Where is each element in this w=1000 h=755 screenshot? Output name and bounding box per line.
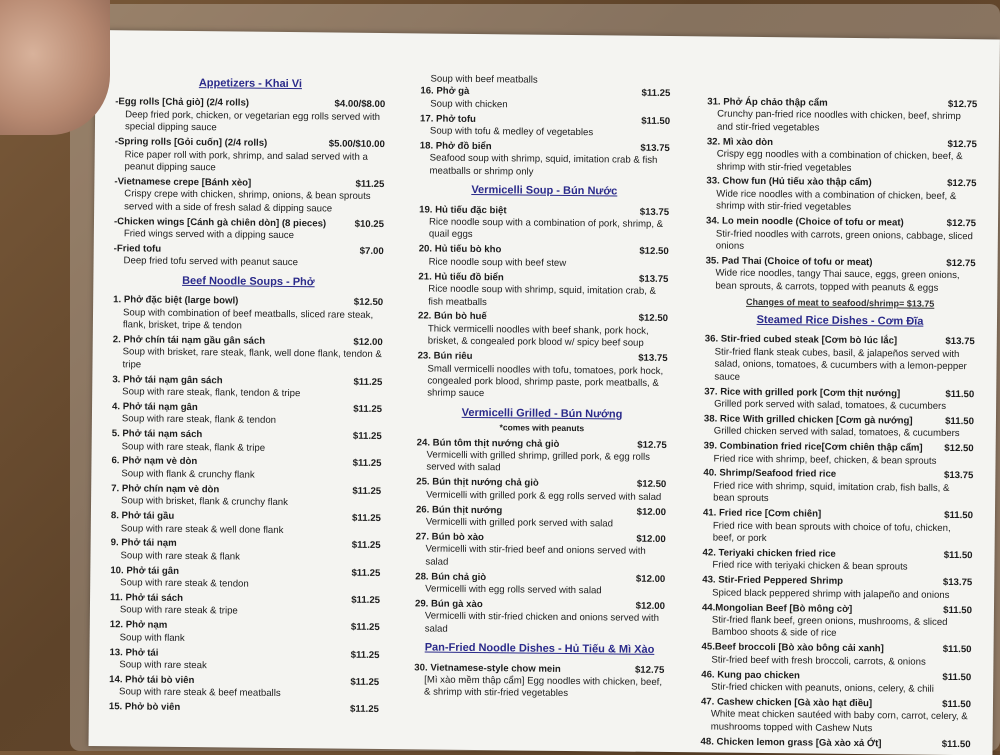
menu-item xyxy=(114,176,384,216)
item-desc: Soup with beef meatballs xyxy=(430,73,538,86)
menu-item-desc: [Mì xào mềm thập cẩm] Egg noodles with chicken, beef, & shrimp with stir-fried vegetables xyxy=(424,674,663,700)
menu-item-name: -Spring rolls [Gỏi cuốn] (2/4 rolls) xyxy=(114,136,268,149)
menu-item-desc: Vermicelli with egg rolls served with salad xyxy=(425,583,602,597)
menu-item-price: $12.50 xyxy=(353,296,384,309)
menu-item xyxy=(419,140,669,180)
menu-item-desc: Soup with rare steak, flank & tripe xyxy=(121,440,266,454)
menu-item-name: 35. Pad Thai (Choice of tofu or meat) xyxy=(705,255,873,269)
menu-item-price: $11.50 xyxy=(943,604,973,616)
menu-item-price: $11.25 xyxy=(641,88,671,100)
menu-item-name: 10. Phở tái gân xyxy=(110,564,180,577)
menu-item-price: $11.25 xyxy=(351,540,381,552)
menu-item-desc: Deep fried tofu served with peanut sauce xyxy=(123,255,299,269)
menu-item-price: $12.00 xyxy=(636,506,667,518)
menu-item xyxy=(111,456,381,484)
menu-item-price: $11.25 xyxy=(351,567,381,579)
menu-item-name: 3. Phở tái nạm gân sách xyxy=(112,373,223,386)
menu-item-desc: Vermicelli with grilled pork & egg rolls served with salad xyxy=(426,489,662,503)
menu-item-price: $12.75 xyxy=(947,178,977,190)
thumb-image xyxy=(0,0,110,135)
menu-item xyxy=(109,647,379,675)
section-title-vermicelli-grilled: Vermicelli Grilled - Bún Nướng xyxy=(461,406,623,421)
menu-item-name: 5. Phở tái nạm sách xyxy=(111,428,203,441)
menu-item-desc: Rice paper roll with pork, shrimp, and salad served with a peanut dipping sauce xyxy=(124,148,368,174)
menu-item xyxy=(114,216,384,244)
menu-item-price: $12.50 xyxy=(944,443,974,455)
menu-item xyxy=(420,113,670,140)
menu-item-price: $12.75 xyxy=(947,138,977,150)
menu-item-row xyxy=(701,736,971,751)
menu-item xyxy=(702,575,972,603)
menu-item-name: 46. Kung pao chicken xyxy=(701,668,800,681)
menu-item xyxy=(704,334,975,386)
menu-item-name: 4. Phở tái nạm gân xyxy=(112,401,198,413)
menu-item-name: 24. Bún tôm thịt nướng chả giò xyxy=(416,436,560,450)
menu-item-desc: Crispy egg noodles with a combination of chicken, beef, & shrimp with stir-fried vegetables xyxy=(716,148,963,174)
menu-item xyxy=(418,311,668,351)
menu-item-price: $13.75 xyxy=(945,336,975,348)
menu-item-desc: Rice noodle soup with shrimp, squid, imitation crab, & fish meatballs xyxy=(428,283,657,308)
menu-item-name: 16. Phở gà xyxy=(420,85,470,98)
menu-item-desc: Soup with rare steak & beef meatballs xyxy=(119,686,281,700)
menu-item-price: $12.00 xyxy=(636,533,666,545)
menu-item-price: $11.50 xyxy=(942,644,972,656)
menu-item xyxy=(112,334,382,374)
menu-item-name: 25. Bún thịt nướng chả giò xyxy=(416,476,539,489)
menu-item-price: $11.50 xyxy=(942,671,972,683)
section-title-pan-fried: Pan-Fried Noodle Dishes - Hủ Tiếu & Mì Xào xyxy=(424,641,655,657)
menu-item-name: 8. Phở tái gầu xyxy=(110,510,175,522)
menu-item-price: $11.25 xyxy=(352,458,382,470)
menu-item-name: 15. Phở bò viên xyxy=(108,701,181,714)
menu-item-desc: Stir-fried flank steak cubes, basil, & jalapeños served with salad, onions, tomatoes, & cucumbers with a lemon-pepper sauce xyxy=(714,346,967,383)
menu-item xyxy=(110,538,380,566)
menu-item-price: $11.25 xyxy=(350,703,379,716)
menu-item-desc: Soup with rare steak & well done flank xyxy=(120,522,284,536)
section-title-vermicelli-soup: Vermicelli Soup - Bún Nước xyxy=(471,184,618,198)
menu-item-price: $11.50 xyxy=(941,738,971,750)
menu-item-name: 34. Lo mein noodle (Choice of tofu or meat) xyxy=(705,215,904,229)
menu-item-price: $11.25 xyxy=(352,485,382,497)
menu-item-desc: Vermicelli with grilled shrimp, grilled pork, & egg rolls served with salad xyxy=(426,449,651,474)
menu-item-name: 29. Bún gà xào xyxy=(414,598,483,611)
menu-item-desc: Stir-fried chicken with peanuts, onions, celery, & chili xyxy=(711,681,934,695)
menu-item xyxy=(703,441,973,469)
menu-item-price: $12.75 xyxy=(637,439,667,451)
menu-item-desc: White meat chicken sautéed with baby corn, carrot, celery, & mushrooms topped with Cashew Nuts xyxy=(710,708,968,734)
menu-item-name: 36. Stir-fried cubed steak [Cơm bò lúc lắc] xyxy=(704,333,898,347)
menu-item-desc: Fried rice with teriyaki chicken & bean sprouts xyxy=(712,559,908,573)
menu-item-row xyxy=(109,701,379,716)
menu-item-price: $12.75 xyxy=(634,664,665,676)
menu-item-name: 7. Phở chín nạm vè dòn xyxy=(111,482,220,496)
menu-item-name: 9. Phở tái nạm xyxy=(110,537,177,550)
menu-item-price: $12.00 xyxy=(635,600,666,612)
menu-item xyxy=(703,468,973,508)
menu-item-name: 28. Bún chả giò xyxy=(415,570,487,583)
menu-item-name: 38. Rice With grilled chicken [Cơm gà nướng] xyxy=(703,413,913,427)
menu-item-desc: Stir-fried noodles with carrots, green onions, cabbage, sliced onions xyxy=(715,228,973,252)
section-title-beef-noodle-soups: Beef Noodle Soups - Phở xyxy=(182,274,315,288)
menu-item-price: $11.25 xyxy=(352,512,381,525)
menu-item-name: 11. Phở tái sách xyxy=(109,592,184,604)
menu-item-desc: Stir-fried flank beef, green onions, mushrooms, & sliced Bamboo shoots & side of rice xyxy=(711,614,948,640)
menu-item-desc: Crunchy pan-fried rice noodles with chicken, beef, shrimp and stir-fried vegetables xyxy=(716,108,961,134)
menu-item-name: 23. Bún riêu xyxy=(417,350,473,363)
menu-item-price: $11.25 xyxy=(351,594,381,607)
menu-item xyxy=(416,477,666,504)
menu-item-price: $11.50 xyxy=(943,549,973,562)
menu-item-desc: Spiced black peppered shrimp with jalapeño and onions xyxy=(712,587,950,601)
menu-item-name: 26. Bún thịt nướng xyxy=(415,503,503,516)
menu-item-price: $13.75 xyxy=(639,273,669,285)
menu-item xyxy=(110,592,380,620)
menu-item-price: $13.75 xyxy=(638,352,668,365)
menu-item-name: 21. Hủ tiếu đồ biển xyxy=(418,271,504,283)
seafood-note: Changes of meat to seafood/shrimp= $13.75 xyxy=(745,296,935,309)
menu-item-name: 33. Chow fun (Hủ tiếu xào thập cẩm) xyxy=(706,175,872,189)
menu-item xyxy=(415,598,665,638)
menu-item-price: $11.50 xyxy=(945,388,975,400)
menu-item xyxy=(110,620,380,648)
menu-item-name: 42. Teriyaki chicken fried rice xyxy=(702,547,836,560)
menu-item-desc: Fried wings served with a dipping sauce xyxy=(123,228,295,242)
menu-item-desc: Soup with rare steak, flank & tendon xyxy=(121,413,277,427)
menu-item xyxy=(703,508,973,548)
menu-item-name: 14. Phở tái bò viên xyxy=(109,674,195,687)
menu-item-price: $7.00 xyxy=(359,245,384,257)
menu-item xyxy=(419,204,669,244)
menu-item-price: $12.50 xyxy=(636,478,667,491)
menu-item-price: $13.75 xyxy=(639,206,670,218)
menu-item xyxy=(416,437,666,477)
menu-column-1 xyxy=(109,70,386,719)
menu-item xyxy=(112,401,382,429)
menu-item-desc: Rice noodle soup with a combination of pork, shrimp, & quail eggs xyxy=(428,216,664,241)
menu-item-price: $10.25 xyxy=(354,218,385,230)
menu-item-desc: Soup with brisket, rare steak, flank, well done flank, tendon & tripe xyxy=(122,346,382,371)
menu-item xyxy=(420,86,670,113)
menu-item-price: $5.00/$10.00 xyxy=(328,138,385,151)
menu-item-desc: Deep fried pork, chicken, or vegetarian egg rolls served with special dipping sauce xyxy=(124,109,381,134)
menu-item-desc: Grilled pork served with salad, tomatoes, & cucumbers xyxy=(714,398,947,412)
menu-item-name: 31. Phở Áp chảo thập cẩm xyxy=(707,96,828,109)
menu-item-name: 12. Phở nạm xyxy=(109,619,168,632)
menu-item-price: $11.25 xyxy=(353,376,383,388)
menu-item xyxy=(415,571,665,598)
menu-item-price: $12.75 xyxy=(946,218,977,230)
menu-item-desc: Soup with combination of beef meatballs, sliced rare steak, flank, brisket, tripe & tendon xyxy=(122,306,374,332)
menu-item-name: 18. Phở đồ biển xyxy=(419,140,492,153)
menu-item-name: 47. Cashew chicken [Gà xào hạt điều] xyxy=(700,696,873,710)
menu-item xyxy=(704,413,974,441)
menu-item xyxy=(414,662,664,702)
menu-item-name: 40. Shrimp/Seafood fried rice xyxy=(703,467,837,481)
menu-item-name: 43. Stir-Fried Peppered Shrimp xyxy=(702,574,844,588)
menu-item-name: 41. Fried rice [Cơm chiên] xyxy=(702,507,822,520)
menu-item-name: 45.Beef broccoli [Bò xào bông cải xanh] xyxy=(701,641,884,655)
menu-item-name: 20. Hủ tiếu bò kho xyxy=(418,243,502,256)
menu-item xyxy=(111,483,381,511)
menu-item-name: -Chicken wings [Cánh gà chiên dòn] (8 pieces) xyxy=(113,215,327,229)
menu-item-price: $12.75 xyxy=(947,98,978,111)
section-title-appetizers: Appetizers - Khai Vi xyxy=(198,77,303,91)
menu-item xyxy=(114,136,384,176)
menu-item-desc: Vermicelli with stir-fried chicken and onions served with salad xyxy=(424,610,660,635)
menu-item xyxy=(415,531,665,571)
menu-item-price: $11.25 xyxy=(350,676,380,688)
menu-item-name: 39. Combination fried rice[Cơm chiên thập cẩm] xyxy=(703,440,923,454)
menu-item xyxy=(416,504,666,531)
menu-item xyxy=(418,271,668,311)
menu-item xyxy=(707,96,977,136)
menu-item xyxy=(417,351,668,403)
menu-item-desc: Thick vermicelli noodles with beef shank, pork hock, brisket, & congealed pork blood w/ spicy beef soup xyxy=(427,323,649,349)
menu-item-desc: Grilled chicken served with salad, tomatoes, & cucumbers xyxy=(713,425,960,440)
menu-item-name: 13. Phở tái xyxy=(109,646,159,659)
menu-item-desc: Small vermicelli noodles with tofu, tomatoes, pork hock, congealed pork blood, shrimp paste, pork meatballs, & shrimp sauce xyxy=(427,363,664,400)
menu-item-desc: Fried rice with bean sprouts with choice of tofu, chicken, beef, or pork xyxy=(712,520,951,545)
menu-item xyxy=(701,696,971,736)
menu-item xyxy=(701,736,971,751)
menu-item-desc: Soup with rare steak & tripe xyxy=(119,604,238,617)
menu-item-name: 19. Hủ tiếu đặc biệt xyxy=(419,204,507,216)
menu-item-desc: Soup with brisket, flank & crunchy flank xyxy=(121,495,289,509)
menu-item-price: $12.00 xyxy=(635,573,666,585)
menu-item-desc: Wide rice noodles with a combination of chicken, beef, & shrimp with stir-fried vegetables xyxy=(716,188,957,214)
menu-item xyxy=(706,216,976,256)
menu-item xyxy=(701,642,971,670)
menu-item-desc: Soup with rare steak & flank xyxy=(120,550,241,563)
menu-item-price: $12.00 xyxy=(353,336,383,348)
menu-item-name: 48. Chicken lemon grass [Gà xào xả Ớt] xyxy=(700,735,882,749)
menu-item xyxy=(114,243,384,271)
menu-item xyxy=(111,510,381,538)
menu-item xyxy=(707,136,977,176)
menu-item-desc: Soup with tofu & medley of vegetables xyxy=(429,125,594,139)
menu-item-desc: Soup with flank & crunchy flank xyxy=(121,468,255,481)
menu-item-price: $13.75 xyxy=(640,142,670,155)
menu-column-2 xyxy=(414,73,671,704)
menu-item-name: 32. Mì xào dòn xyxy=(706,136,774,148)
menu-item xyxy=(705,255,975,295)
menu-page xyxy=(89,30,1000,755)
menu-item-name: -Egg rolls [Chả giò] (2/4 rolls) xyxy=(115,96,250,110)
menu-item-price: $11.25 xyxy=(353,403,383,415)
menu-item-price: $11.50 xyxy=(944,510,974,522)
menu-item xyxy=(109,674,379,702)
menu-item xyxy=(112,428,382,456)
menu-item xyxy=(702,602,972,642)
menu-item-desc: Soup with rare steak, flank, tendon & tripe xyxy=(122,386,301,400)
menu-item xyxy=(704,386,974,414)
section-title-steamed-rice: Steamed Rice Dishes - Cơm Đĩa xyxy=(756,313,924,328)
menu-item-desc: Fried rice with shrimp, squid, imitation crab, fish balls, & bean sprouts xyxy=(713,480,950,505)
menu-item-price: $4.00/$8.00 xyxy=(334,98,386,111)
menu-item-desc: Vermicelli with stir-fried beef and onions served with salad xyxy=(425,543,646,568)
menu-item-name: 27. Bún bò xào xyxy=(415,531,484,543)
menu-item xyxy=(112,374,382,402)
menu-item xyxy=(419,244,669,271)
menu-item-price: $11.25 xyxy=(355,178,385,190)
menu-item-name: 6. Phở nạm vè dòn xyxy=(111,455,198,468)
menu-item-price: $13.75 xyxy=(943,470,974,482)
menu-item-desc: Fried rice with shrimp, beef, chicken, & bean sprouts xyxy=(713,453,937,467)
menu-item-price: $11.25 xyxy=(350,622,380,634)
menu-item xyxy=(113,294,383,334)
menu-item-name: 37. Rice with grilled pork [Cơm thịt nướng] xyxy=(704,385,901,399)
menu-item-name: 2. Phở chín tái nạm gầu gân sách xyxy=(112,334,266,347)
menu-item-name: 17. Phở tofu xyxy=(420,113,477,125)
menu-item-name: 1. Phở đặc biệt (large bowl) xyxy=(113,294,239,307)
menu-item-price: $11.25 xyxy=(352,430,382,443)
menu-item-name: 30. Vietnamese-style chow mein xyxy=(414,661,561,675)
menu-column-3 xyxy=(700,96,977,753)
menu-item-price: $13.75 xyxy=(942,577,973,589)
menu-item-desc: Crispy crepe with chicken, shrimp, onions, & bean sprouts served with a side of fresh salad & dipping sauce xyxy=(124,188,371,215)
menu-item xyxy=(115,97,385,137)
menu-item-price: $11.50 xyxy=(945,415,975,428)
menu-item xyxy=(701,669,971,697)
menu-item xyxy=(110,565,380,593)
menu-item-desc: Vermicelli with grilled pork served with salad xyxy=(425,516,614,530)
menu-item-desc: Soup with rare steak & tendon xyxy=(120,577,249,590)
menu-item-desc: Rice noodle soup with beef stew xyxy=(428,256,567,269)
menu-item-desc: Stir-fried beef with fresh broccoli, carrots, & onions xyxy=(711,654,926,668)
menu-item-price: $11.50 xyxy=(641,115,671,127)
menu-item-desc: Soup with rare steak xyxy=(119,659,207,672)
menu-item-desc: Wide rice noodles, tangy Thai sauce, eggs, green onions, bean sprouts, & carrots, topped with peanuts & eggs xyxy=(715,267,960,294)
menu-item-desc: Soup with flank xyxy=(119,632,185,644)
menu-item xyxy=(706,176,976,216)
menu-item-price: $11.50 xyxy=(942,698,972,711)
menu-item-name: -Vietnamese crepe [Bánh xèo] xyxy=(114,176,252,189)
section-subtitle: *comes with peanuts xyxy=(499,422,585,434)
menu-item-price: $12.50 xyxy=(638,313,669,325)
menu-item-desc: Seafood soup with shrimp, squid, imitation crab & fish meatballs or shrimp only xyxy=(429,152,658,178)
menu-item-name: 22. Bún bò huế xyxy=(417,310,487,323)
menu-item-name: -Fried tofu xyxy=(113,243,162,255)
menu-item xyxy=(702,547,972,575)
menu-item-name: 44.Mongolian Beef [Bò mông cờ] xyxy=(701,601,853,615)
menu-item xyxy=(109,701,379,716)
menu-item-price: $12.75 xyxy=(946,257,976,270)
menu-item-desc: Soup with chicken xyxy=(430,98,508,111)
menu-item-price: $12.50 xyxy=(639,246,669,258)
menu-item-price: $11.25 xyxy=(350,649,380,661)
